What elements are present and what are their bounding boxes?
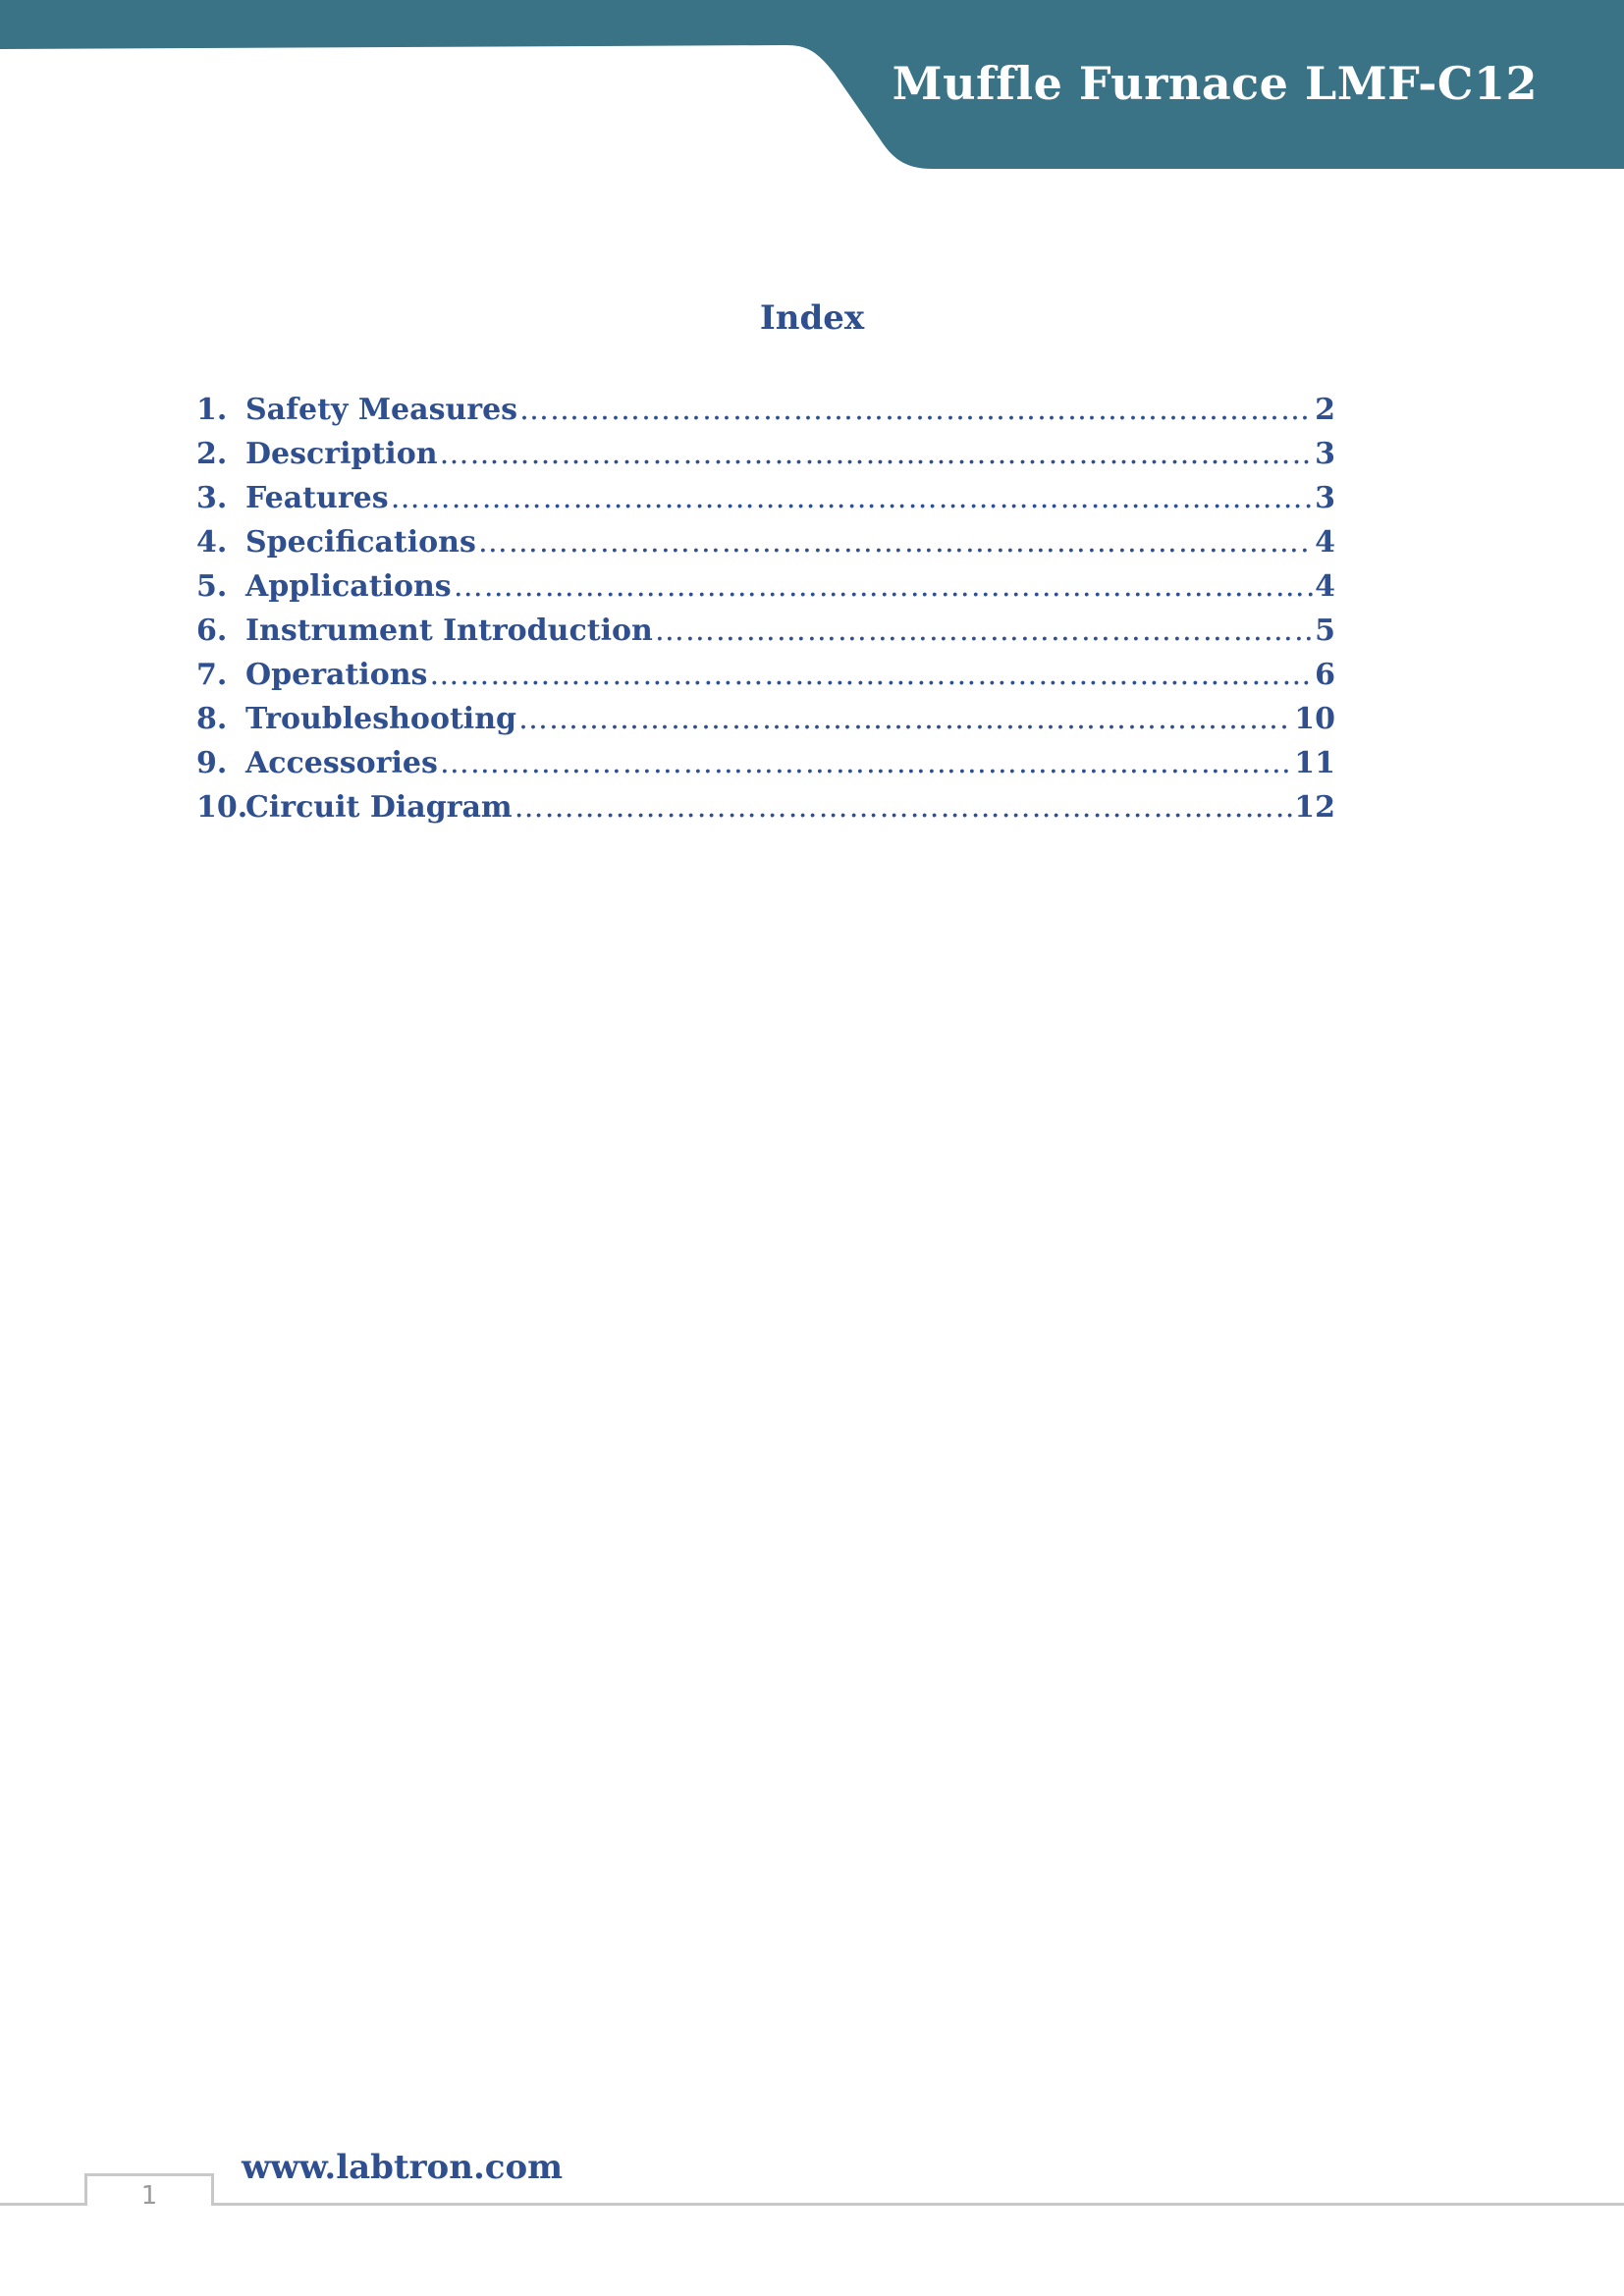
toc-item-label: Circuit Diagram bbox=[245, 790, 513, 825]
toc-item-page: 2 bbox=[1315, 393, 1335, 427]
page-number: 1 bbox=[140, 2181, 158, 2211]
toc-item-troubleshooting[interactable] bbox=[196, 697, 1335, 741]
toc-item-label: Applications bbox=[245, 569, 452, 604]
toc-dot-leader bbox=[519, 388, 1313, 432]
toc-item-number: 1. bbox=[196, 393, 228, 427]
document-title: Muffle Furnace LMF-C12 bbox=[892, 57, 1538, 110]
toc-item-operations[interactable] bbox=[196, 653, 1335, 697]
website-link[interactable]: www.labtron.com bbox=[242, 2148, 564, 2187]
toc-item-label: Description bbox=[245, 437, 438, 471]
toc-item-label: Instrument Introduction bbox=[245, 614, 653, 648]
toc-item-accessories[interactable] bbox=[196, 741, 1335, 785]
toc-dot-leader bbox=[518, 697, 1292, 741]
toc-item-features[interactable] bbox=[196, 476, 1335, 520]
toc-item-page: 6 bbox=[1315, 658, 1335, 692]
toc-item-label: Accessories bbox=[245, 746, 438, 780]
toc-item-page: 12 bbox=[1294, 790, 1335, 825]
toc-item-description[interactable] bbox=[196, 432, 1335, 476]
toc-dot-leader bbox=[391, 476, 1313, 520]
toc-item-label: Specifications bbox=[245, 525, 476, 560]
toc-item-page: 3 bbox=[1315, 481, 1335, 515]
toc-dot-leader bbox=[655, 609, 1313, 653]
toc-item-number: 10. bbox=[196, 790, 248, 825]
toc-item-number: 4. bbox=[196, 525, 228, 560]
toc-item-number: 3. bbox=[196, 481, 228, 515]
toc-dot-leader bbox=[478, 520, 1313, 564]
toc-item-label: Troubleshooting bbox=[245, 702, 516, 736]
toc-dot-leader bbox=[440, 432, 1314, 476]
toc-item-instrument-introduction[interactable] bbox=[196, 609, 1335, 653]
toc-item-page: 11 bbox=[1294, 746, 1335, 780]
toc-item-page: 3 bbox=[1315, 437, 1335, 471]
toc-item-safety-measures[interactable] bbox=[196, 388, 1335, 432]
toc-item-label: Operations bbox=[245, 658, 428, 692]
toc-item-number: 9. bbox=[196, 746, 228, 780]
table-of-contents bbox=[196, 388, 1335, 829]
footer-divider bbox=[0, 2203, 1624, 2206]
toc-item-label: Safety Measures bbox=[245, 393, 518, 427]
toc-dot-leader bbox=[429, 653, 1313, 697]
toc-item-page: 5 bbox=[1315, 614, 1335, 648]
toc-item-number: 2. bbox=[196, 437, 228, 471]
toc-dot-leader bbox=[440, 741, 1292, 785]
index-heading: Index bbox=[759, 298, 865, 338]
toc-item-specifications[interactable] bbox=[196, 520, 1335, 564]
toc-item-label: Features bbox=[245, 481, 389, 515]
toc-item-page: 4 bbox=[1315, 525, 1335, 560]
toc-dot-leader bbox=[514, 785, 1293, 829]
toc-item-page: 4 bbox=[1315, 569, 1335, 604]
toc-dot-leader bbox=[454, 564, 1313, 609]
toc-item-number: 8. bbox=[196, 702, 228, 736]
toc-item-circuit-diagram[interactable] bbox=[196, 785, 1335, 829]
toc-item-number: 6. bbox=[196, 614, 228, 648]
toc-item-applications[interactable] bbox=[196, 564, 1335, 609]
toc-item-number: 5. bbox=[196, 569, 228, 604]
toc-item-number: 7. bbox=[196, 658, 228, 692]
toc-item-page: 10 bbox=[1294, 702, 1335, 736]
